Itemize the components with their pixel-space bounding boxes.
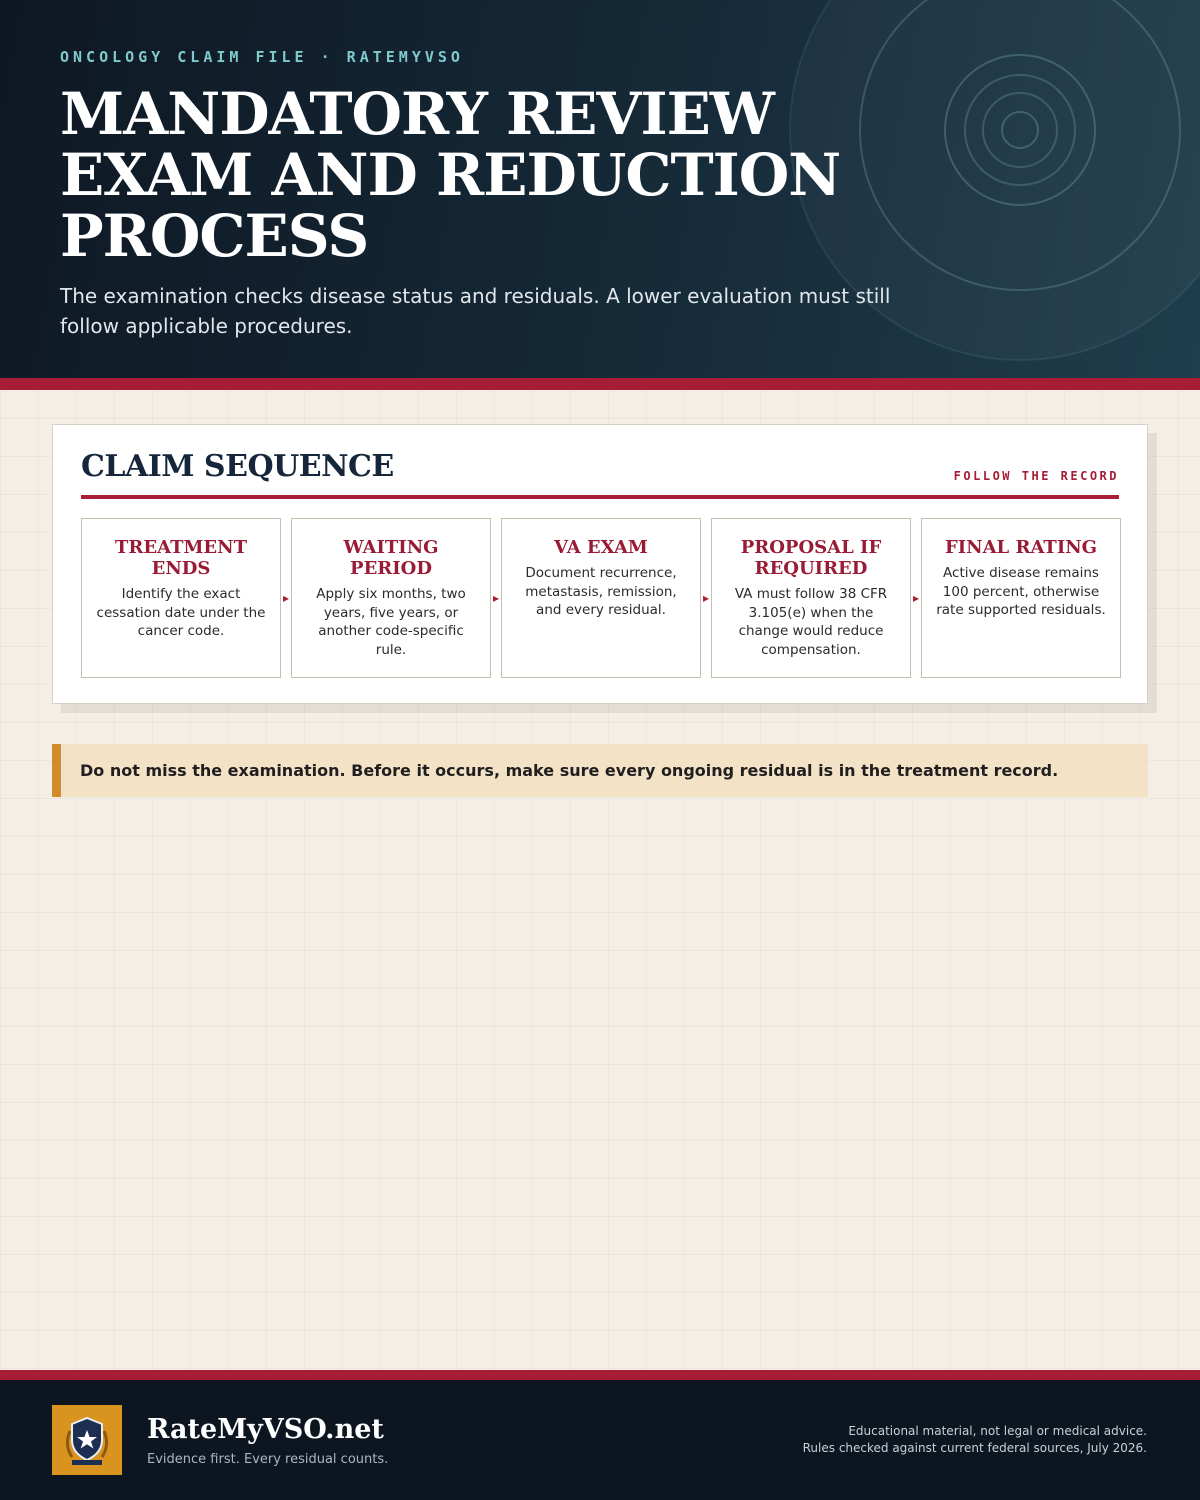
step-final-rating <box>921 518 1121 678</box>
chevron-right-icon: ▸ <box>702 591 710 605</box>
step-title: TREATMENT ENDS <box>115 537 247 579</box>
claim-sequence-title: CLAIM SEQUENCE <box>81 449 394 484</box>
brand-name: RateMyVSO.net <box>147 1414 384 1445</box>
step-text: Identify the exact cessation date under the cancer code. <box>96 586 266 639</box>
chevron-right-icon: ▸ <box>282 591 290 605</box>
footer <box>0 1380 1200 1500</box>
header <box>0 0 1200 378</box>
step-list <box>81 518 1121 678</box>
shield-star-laurel-icon <box>52 1405 122 1475</box>
footer-accent-band <box>0 1370 1200 1380</box>
step-title: FINAL RATING <box>944 537 1098 558</box>
step-text: Apply six months, two years, five years, or another code-specific rule. <box>316 586 466 658</box>
disclaimer-line: Educational material, not legal or medical advice. <box>848 1424 1147 1438</box>
step-text: Active disease remains 100 percent, otherwise rate supported residuals. <box>936 565 1106 618</box>
step-va-exam <box>501 518 701 678</box>
step-title: WAITING PERIOD <box>343 537 439 579</box>
chevron-right-icon: ▸ <box>492 591 500 605</box>
step-treatment-ends <box>81 518 281 678</box>
step-title: PROPOSAL IF REQUIRED <box>740 537 882 579</box>
page-subtitle: The examination checks disease status and residuals. A lower evaluation must still follow applicable procedures. <box>60 284 891 338</box>
disclaimer <box>803 1423 1147 1457</box>
divider <box>81 495 1119 499</box>
claim-sequence-card <box>52 424 1148 704</box>
step-proposal-if-required <box>711 518 911 678</box>
step-text: Document recurrence, metastasis, remission, and every residual. <box>525 565 677 618</box>
warning-callout <box>52 744 1148 797</box>
eyebrow-label: ONCOLOGY CLAIM FILE · RATEMYVSO <box>60 48 464 66</box>
step-text: VA must follow 38 CFR 3.105(e) when the change would reduce compensation. <box>734 586 888 658</box>
header-accent-band <box>0 378 1200 390</box>
claim-sequence-tag: FOLLOW THE RECORD <box>953 469 1119 483</box>
step-waiting-period <box>291 518 491 678</box>
callout-text: Do not miss the examination. Before it occurs, make sure every ongoing residual is in the treatment record. <box>80 761 1059 780</box>
chevron-right-icon: ▸ <box>912 591 920 605</box>
step-title: VA EXAM <box>554 537 648 558</box>
page-title: MANDATORY REVIEW EXAM AND REDUCTION PROCESS <box>60 80 841 270</box>
disclaimer-line: Rules checked against current federal sources, July 2026. <box>802 1441 1147 1455</box>
brand-tagline: Evidence first. Every residual counts. <box>147 1452 389 1467</box>
